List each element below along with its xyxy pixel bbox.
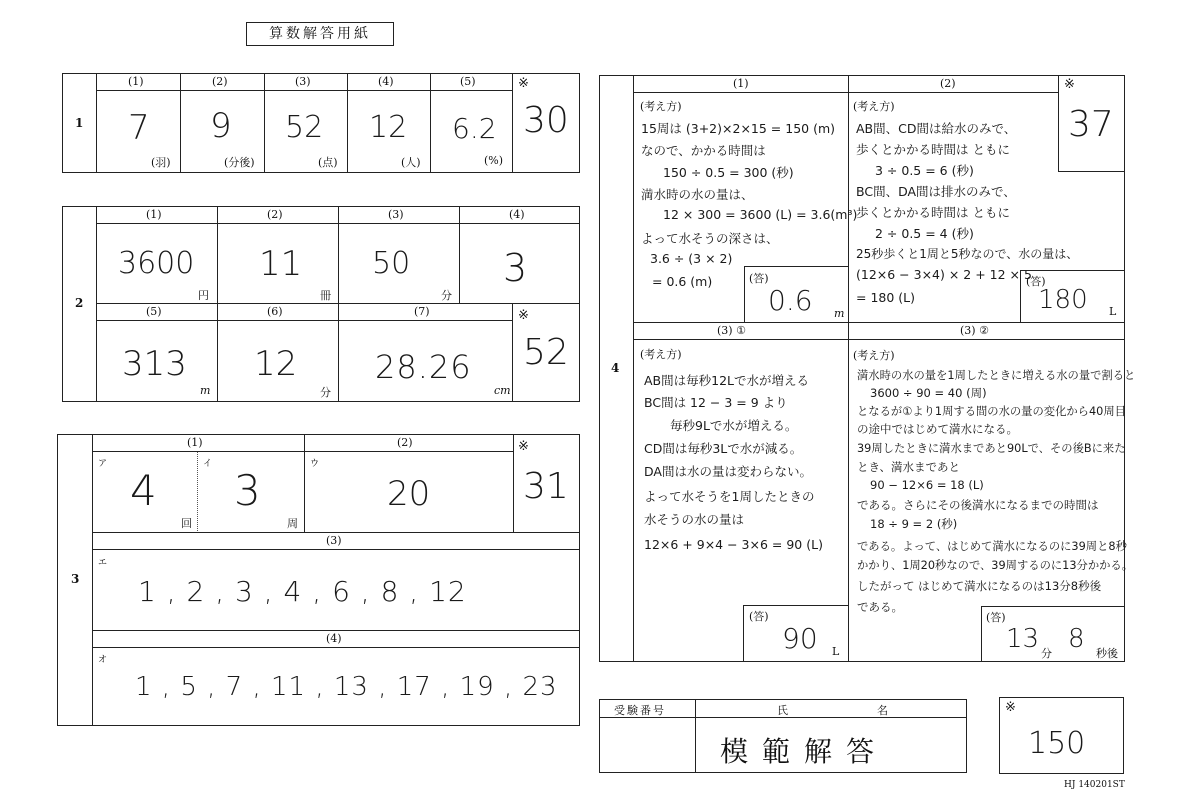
q3-answer-a: 4 [130, 466, 157, 515]
q4-score: 37 [1068, 104, 1114, 145]
q2-unit-3: 分 [441, 289, 452, 302]
q2-unit-7: cm [494, 384, 511, 397]
examinee-name: 模範解答 [720, 735, 889, 768]
q4-3b-line-8: である。さらにその後満水になるまでの時間は [857, 498, 1099, 512]
q1-answer-3: 52 [285, 110, 324, 145]
q3-kana-i: イ [203, 459, 213, 469]
q4-2-line-5: 歩くとかかる時間は ともに [856, 205, 1010, 220]
q2-header-1: (1) [146, 208, 162, 221]
q4-1-line-7: 3.6 ÷ (3 × 2) [650, 251, 733, 266]
q4-3a-unit: L [832, 645, 840, 658]
q4-1-line-5: 12 × 300 = 3600 (L) = 3.6(m³) [663, 207, 858, 222]
q2-answer-4: 3 [503, 246, 528, 290]
q4-3a-answer: 90 [782, 622, 818, 655]
q3-kana-a: ア [98, 459, 108, 469]
q4-3b-line-11: かかり、1周20秒なので、39周するのに13分かかる。 [857, 559, 1134, 572]
q4-2-line-2: 歩くとかかる時間は ともに [856, 142, 1010, 157]
q4-1-kangae: (考え方) [640, 100, 682, 113]
q1-answer-1: 7 [128, 108, 150, 148]
q3-header-2: (2) [397, 436, 413, 449]
q4-label: 4 [611, 361, 620, 375]
q4-3b-line-9: 18 ÷ 9 = 2 (秒) [870, 517, 958, 531]
q4-header-3b: (3) ② [960, 324, 989, 337]
q1-unit-5: (%) [484, 154, 504, 167]
q3-header-1: (1) [187, 436, 203, 449]
q4-header-1: (1) [733, 77, 749, 90]
q4-1-line-6: よって水そうの深さは、 [641, 231, 779, 246]
q4-3a-line-4: CD間は毎秒3Lで水が減る。 [644, 441, 803, 456]
q4-2-answer-label: (答) [1026, 275, 1046, 288]
q4-3b-line-5: 39周したときに満水まであと90Lで、その後Bに来た [857, 442, 1126, 455]
q1-answer-2: 9 [210, 106, 232, 146]
q4-header-3a: (3) ① [717, 324, 746, 337]
q4-2-line-3: 3 ÷ 0.5 = 6 (秒) [875, 163, 974, 178]
q3-unit-a: 回 [181, 517, 192, 530]
total-score-mark: ※ [1005, 700, 1016, 715]
q3-header-4: (4) [326, 632, 342, 645]
q4-3a-kangae: (考え方) [640, 348, 682, 361]
q4-3b-line-6: とき、満水まであと [857, 460, 961, 474]
q1-header-3: (3) [295, 75, 311, 88]
q4-3b-line-2: 3600 ÷ 90 = 40 (周) [870, 386, 987, 400]
q3-header-3: (3) [326, 534, 342, 547]
q4-header-2: (2) [940, 77, 956, 90]
q2-header-7: (7) [414, 305, 430, 318]
q4-2-line-6: 2 ÷ 0.5 = 4 (秒) [875, 226, 974, 241]
q3-answer-o: 1 , 5 , 7 , 11 , 13 , 17 , 19 , 23 [135, 672, 558, 702]
q4-3a-line-6: よって水そうを1周したときの [644, 489, 815, 504]
q4-2-line-8: (12×6 − 3×4) × 2 + 12 × 5 [856, 267, 1032, 282]
q4-3b-line-10: である。よって、はじめて満水になるのに39周と8秒 [857, 540, 1127, 553]
q4-3b-line-12: したがって はじめて満水になるのは13分8秒後 [857, 579, 1102, 593]
q4-3a-line-8: 12×6 + 9×4 − 3×6 = 90 (L) [644, 537, 823, 552]
q2-score-mark: ※ [518, 308, 529, 323]
q1-unit-3: (点) [318, 156, 338, 169]
q3-answer-u: 20 [387, 474, 431, 514]
exam-number-label: 受験番号 [614, 704, 666, 717]
q4-3a-line-1: AB間は毎秒12Lで水が増える [644, 373, 809, 388]
q4-3b-answer-min: 13 [1006, 624, 1040, 654]
q4-3b-line-4: の途中ではじめて満水になる。 [857, 422, 1018, 436]
form-code: HJ 140201ST [1064, 780, 1125, 790]
q1-answer-5: 6.2 [452, 112, 497, 145]
q4-1-line-4: 満水時の水の量は、 [641, 187, 754, 202]
q2-header-3: (3) [388, 208, 404, 221]
q4-1-answer: 0.6 [768, 284, 813, 317]
q3-label: 3 [71, 572, 80, 586]
q2-unit-6: 分 [320, 386, 331, 399]
q1-unit-1: (羽) [151, 156, 171, 169]
q4-3b-line-7: 90 − 12×6 = 18 (L) [870, 478, 984, 492]
q4-2-answer: 180 [1038, 285, 1088, 315]
q1-score: 30 [523, 100, 569, 141]
q3-kana-o: オ [98, 655, 108, 665]
q4-3b-line-3: となるが①より1周する間の水の量の変化から40周目 [857, 405, 1126, 418]
q3-unit-i: 周 [287, 517, 298, 530]
q1-header-5: (5) [460, 75, 476, 88]
q3-answer-i: 3 [234, 466, 261, 515]
q2-answer-6: 12 [254, 344, 298, 384]
q4-3b-kangae: (考え方) [853, 349, 895, 362]
q4-1-line-8: = 0.6 (m) [652, 274, 713, 289]
q2-answer-3: 50 [372, 246, 411, 281]
q1-answer-4: 12 [369, 110, 408, 145]
q4-1-line-3: 150 ÷ 0.5 = 300 (秒) [663, 165, 794, 180]
q1-header-2: (2) [212, 75, 228, 88]
q3-score-mark: ※ [518, 439, 529, 454]
q4-2-unit: L [1109, 305, 1117, 318]
q4-2-line-9: = 180 (L) [856, 290, 915, 305]
q2-score: 52 [523, 332, 569, 373]
q4-3a-answer-label: (答) [749, 610, 769, 623]
q1-header-1: (1) [128, 75, 144, 88]
q3-answer-e: 1 , 2 , 3 , 4 , 6 , 8 , 12 [138, 575, 467, 608]
q1-header-4: (4) [378, 75, 394, 88]
q1-unit-4: (人) [401, 156, 421, 169]
q4-2-line-4: BC間、DA間は排水のみで、 [856, 184, 1016, 199]
q2-answer-7: 28.26 [375, 348, 472, 386]
q4-3a-line-7: 水そうの水の量は [644, 512, 745, 527]
q2-header-2: (2) [267, 208, 283, 221]
q3-score: 31 [523, 466, 569, 507]
total-score: 150 [1028, 726, 1086, 761]
q2-answer-2: 11 [259, 244, 303, 284]
q4-3b-answer-sec: 8 [1068, 624, 1085, 654]
q2-unit-1: 円 [198, 289, 209, 302]
q4-1-line-1: 15周は (3+2)×2×15 = 150 (m) [641, 121, 836, 136]
q2-unit-5: m [200, 384, 211, 397]
q4-3b-unit-sec: 秒後 [1096, 647, 1118, 660]
q4-1-answer-label: (答) [749, 272, 769, 285]
q4-2-line-1: AB間、CD間は給水のみで、 [856, 121, 1017, 136]
q4-3b-answer-label: (答) [986, 611, 1006, 624]
q1-score-mark: ※ [518, 76, 529, 91]
name-label-2: 名 [877, 704, 888, 717]
q2-header-4: (4) [509, 208, 525, 221]
q4-2-kangae: (考え方) [853, 100, 895, 113]
q2-label: 2 [75, 296, 84, 310]
q3-kana-u: ウ [310, 459, 320, 469]
q4-3a-line-2: BC間は 12 − 3 = 9 より [644, 395, 788, 410]
q3-kana-e: エ [98, 558, 108, 568]
q1-unit-2: (分後) [224, 156, 255, 169]
q2-answer-5: 313 [122, 344, 187, 384]
q1-label: 1 [75, 116, 84, 130]
q2-answer-1: 3600 [118, 246, 195, 281]
q4-1-unit: m [834, 307, 845, 320]
q4-3a-line-5: DA間は水の量は変わらない。 [644, 464, 812, 479]
q4-score-mark: ※ [1064, 77, 1075, 92]
name-label-1: 氏 [777, 704, 788, 717]
q4-2-line-7: 25秒歩くと1周と5秒なので、水の量は、 [856, 247, 1079, 261]
q2-header-5: (5) [146, 305, 162, 318]
q4-3b-unit-min: 分 [1041, 647, 1052, 660]
page-title: 算数解答用紙 [269, 26, 371, 42]
q4-3b-line-1: 満水時の水の量を1周したときに増える水の量で割ると [857, 369, 1136, 382]
q2-unit-2: 冊 [320, 289, 331, 302]
q4-3b-line-13: である。 [857, 600, 903, 614]
q2-header-6: (6) [267, 305, 283, 318]
q4-1-line-2: なので、かかる時間は [641, 143, 766, 158]
q4-3a-line-3: 毎秒9Lで水が増える。 [670, 418, 798, 433]
